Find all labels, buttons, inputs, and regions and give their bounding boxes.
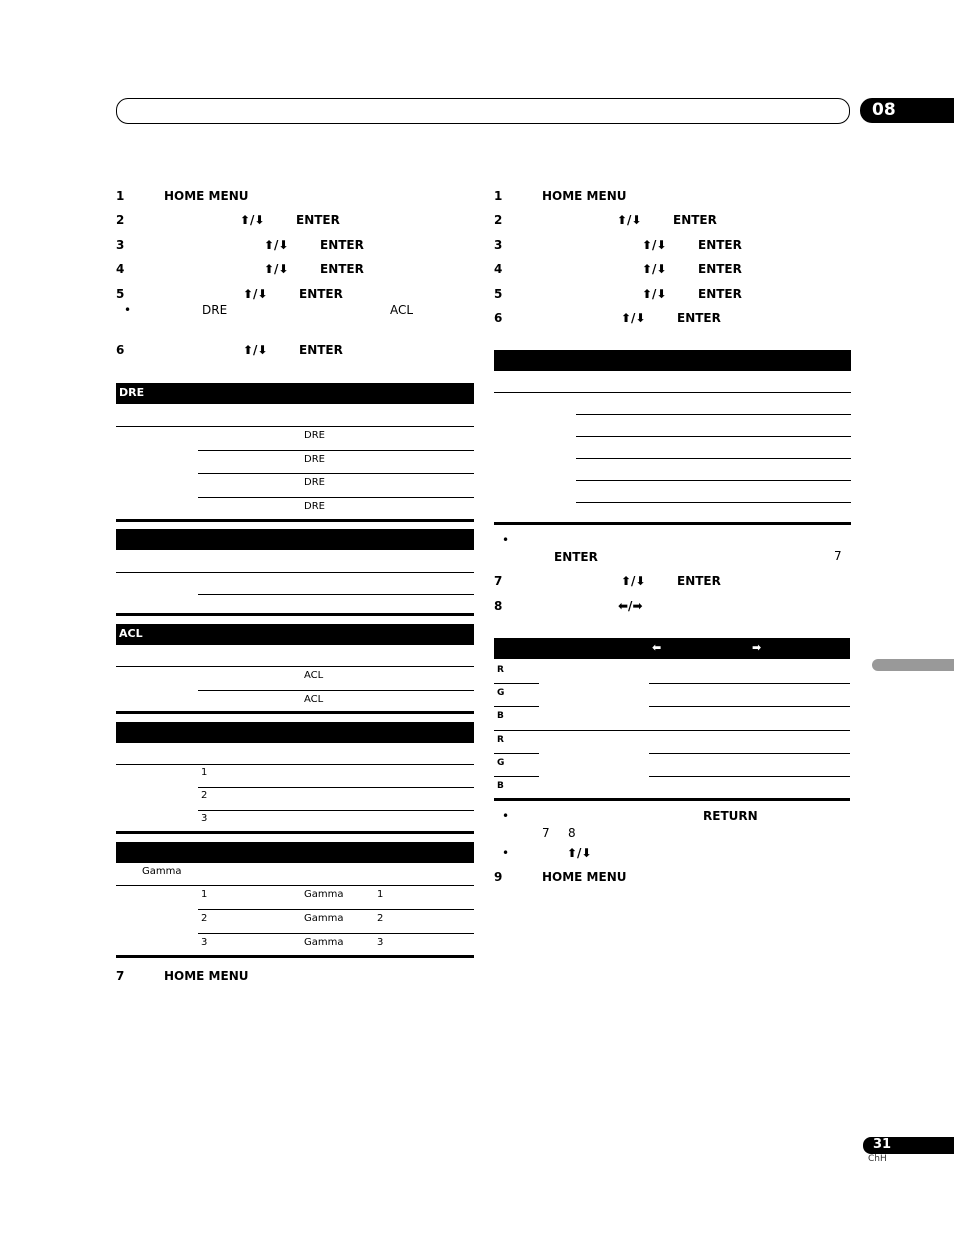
mode-number: 1	[201, 767, 208, 778]
row-divider	[649, 753, 850, 754]
rgb-channel: G	[497, 758, 505, 768]
row-divider	[494, 753, 539, 754]
gamma-intro: Gamma	[142, 866, 182, 877]
rgb-channel: R	[497, 735, 504, 745]
row-divider	[649, 706, 850, 707]
step-number: 8	[494, 599, 503, 613]
up-down-arrow-icon: ⬆/⬇	[264, 262, 289, 276]
enter-key: ENTER	[296, 213, 340, 227]
language-code: ChH	[868, 1154, 887, 1164]
up-down-arrow-icon: ⬆/⬇	[264, 238, 289, 252]
left-right-arrow-icon: ⬅/➡	[618, 599, 643, 613]
row-divider	[649, 776, 850, 777]
step-number: 4	[494, 262, 503, 276]
step-number: 3	[116, 238, 125, 252]
page-number: 31	[873, 1137, 892, 1152]
gamma-row-number: 1	[201, 889, 208, 900]
step-number: 6	[494, 311, 503, 325]
row-divider	[116, 572, 474, 573]
mode-number: 3	[201, 813, 208, 824]
note-dre: DRE	[202, 303, 228, 317]
row-divider	[116, 666, 474, 667]
note-acl: ACL	[390, 303, 414, 317]
step-number: 1	[494, 189, 503, 203]
table-bottom-rule	[116, 831, 474, 834]
row-divider	[494, 392, 851, 393]
row-divider	[494, 706, 539, 707]
rgb-table-header	[494, 638, 850, 659]
acl-table-title: ACL	[119, 627, 143, 640]
step-number: 3	[494, 238, 503, 252]
row-divider	[198, 933, 474, 934]
enter-key: ENTER	[299, 287, 343, 301]
up-down-arrow-icon: ⬆/⬇	[621, 311, 646, 325]
step-number: 6	[116, 343, 125, 357]
row-divider	[116, 885, 474, 886]
step-reference: 7	[542, 826, 550, 840]
bullet: •	[502, 809, 510, 823]
enter-key: ENTER	[673, 213, 717, 227]
table-header	[494, 350, 851, 371]
step-number: 1	[116, 189, 125, 203]
enter-key: ENTER	[554, 550, 598, 564]
enter-key: ENTER	[320, 238, 364, 252]
bullet: •	[502, 846, 510, 860]
up-down-arrow-icon: ⬆/⬇	[642, 287, 667, 301]
table-bottom-rule	[116, 955, 474, 958]
chapter-number: 08	[872, 100, 896, 120]
acl-table-header	[116, 624, 474, 645]
up-down-arrow-icon: ⬆/⬇	[240, 213, 265, 227]
dre-cell: DRE	[304, 430, 325, 441]
enter-key: ENTER	[677, 311, 721, 325]
gamma-value: 3	[377, 937, 384, 948]
enter-key: ENTER	[698, 262, 742, 276]
step-number: 5	[494, 287, 503, 301]
return-key: RETURN	[703, 809, 758, 823]
row-divider	[576, 458, 851, 459]
step-number: 2	[494, 213, 503, 227]
table-bottom-rule	[494, 522, 851, 525]
up-down-arrow-icon: ⬆/⬇	[243, 287, 268, 301]
left-arrow-icon: ⬅	[652, 641, 662, 654]
gamma-label: Gamma	[304, 889, 344, 900]
up-down-arrow-icon: ⬆/⬇	[642, 238, 667, 252]
rgb-channel: B	[497, 711, 504, 721]
enter-key: ENTER	[698, 238, 742, 252]
up-down-arrow-icon: ⬆/⬇	[642, 262, 667, 276]
enter-key: ENTER	[698, 287, 742, 301]
page-number-tab	[863, 1137, 954, 1154]
right-arrow-icon: ➡	[752, 641, 762, 654]
home-menu-key: HOME MENU	[164, 189, 249, 203]
enter-key: ENTER	[299, 343, 343, 357]
row-divider	[198, 690, 474, 691]
dre-cell: DRE	[304, 501, 325, 512]
dre-table-title: DRE	[119, 386, 145, 399]
row-divider	[494, 683, 539, 684]
step-number: 4	[116, 262, 125, 276]
chapter-tab	[860, 98, 954, 123]
row-divider	[198, 787, 474, 788]
row-divider	[198, 594, 474, 595]
row-divider	[116, 426, 474, 427]
row-divider	[198, 497, 474, 498]
table-bottom-rule	[116, 519, 474, 522]
step-number: 7	[116, 969, 125, 983]
step-reference: 8	[568, 826, 576, 840]
row-divider	[576, 436, 851, 437]
up-down-arrow-icon: ⬆/⬇	[243, 343, 268, 357]
dre-cell: DRE	[304, 477, 325, 488]
row-divider	[576, 414, 851, 415]
bullet: •	[124, 303, 132, 317]
row-divider	[494, 776, 539, 777]
row-divider	[494, 730, 850, 731]
header-title-box	[116, 98, 850, 124]
row-divider	[649, 683, 850, 684]
gamma-label: Gamma	[304, 913, 344, 924]
table-header	[116, 722, 474, 743]
dre-table-header	[116, 383, 474, 404]
mode-number: 2	[201, 790, 208, 801]
side-section-tab	[872, 659, 954, 671]
row-divider	[576, 480, 851, 481]
dre-cell: DRE	[304, 454, 325, 465]
gamma-value: 2	[377, 913, 384, 924]
gamma-table-header	[116, 842, 474, 863]
table-bottom-rule	[494, 798, 850, 801]
row-divider	[198, 473, 474, 474]
up-down-arrow-icon: ⬆/⬇	[617, 213, 642, 227]
home-menu-key: HOME MENU	[164, 969, 249, 983]
table-bottom-rule	[116, 711, 474, 714]
table-bottom-rule	[116, 613, 474, 616]
gamma-value: 1	[377, 889, 384, 900]
home-menu-key: HOME MENU	[542, 189, 627, 203]
row-divider	[116, 764, 474, 765]
enter-key: ENTER	[320, 262, 364, 276]
gamma-label: Gamma	[304, 937, 344, 948]
step-number: 7	[494, 574, 503, 588]
gamma-row-number: 2	[201, 913, 208, 924]
step-number: 5	[116, 287, 125, 301]
step-number: 2	[116, 213, 125, 227]
rgb-channel: G	[497, 688, 505, 698]
row-divider	[198, 450, 474, 451]
rgb-channel: R	[497, 665, 504, 675]
row-divider	[198, 909, 474, 910]
row-divider	[576, 502, 851, 503]
up-down-arrow-icon: ⬆/⬇	[567, 846, 592, 860]
bullet: •	[502, 533, 510, 547]
table-header	[116, 529, 474, 550]
up-down-arrow-icon: ⬆/⬇	[621, 574, 646, 588]
enter-key: ENTER	[677, 574, 721, 588]
row-divider	[198, 810, 474, 811]
acl-cell: ACL	[304, 670, 324, 681]
step-number: 9	[494, 870, 503, 884]
gamma-row-number: 3	[201, 937, 208, 948]
acl-cell: ACL	[304, 694, 324, 705]
step-reference: 7	[834, 549, 842, 563]
home-menu-key: HOME MENU	[542, 870, 627, 884]
rgb-channel: B	[497, 781, 504, 791]
